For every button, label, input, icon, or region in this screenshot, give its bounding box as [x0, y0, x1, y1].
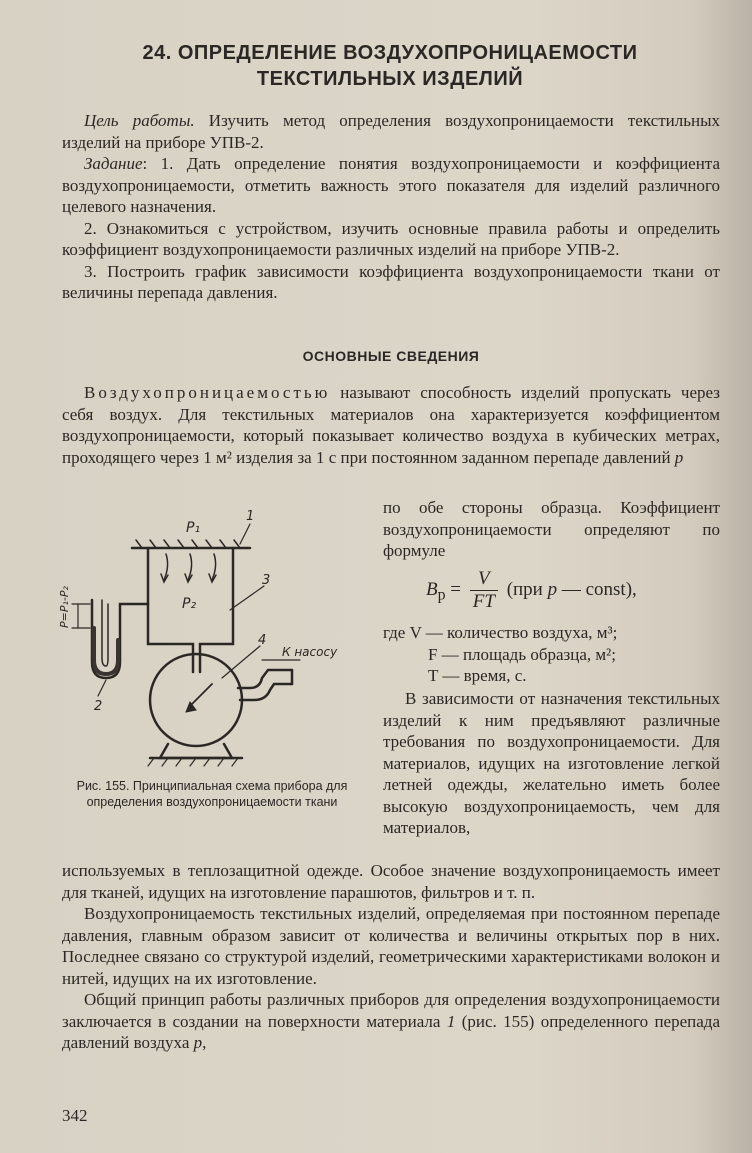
requirements-text: В зависимости от назначения текстильных изделий к ним предъявляют различные требования по воздухопроницаемости. Для материалов, идущих на изготовление легкой летней одежды, желательно иметь более высокую воздухопроницаемость, чем для материалов,: [383, 689, 720, 837]
task-paragraph-1: [62, 153, 720, 218]
chapter-title-line-1: 24. ОПРЕДЕЛЕНИЕ ВОЗДУХОПРОНИЦАЕМОСТИ: [142, 42, 638, 64]
task-paragraph-3: 3. Построить график зависимости коэффициента воздухопроницаемости ткани от величины перепада давления.: [62, 261, 720, 302]
formula-numerator: V: [470, 568, 498, 591]
principle-text: Общий принцип работы различных приборов для определения воздухопроницаемости заключается в создании на поверхности материала: [62, 990, 720, 1031]
label-2: 2: [94, 699, 103, 714]
intro-block: [62, 110, 720, 304]
chapter-title: [60, 40, 720, 92]
label-p1: P₁: [186, 520, 201, 536]
label-1: 1: [246, 509, 255, 524]
formula-lhs: B: [426, 578, 438, 600]
figure-caption: Рис. 155. Принципиальная схема прибора для определения воздухопроницаемости ткани: [76, 779, 348, 809]
label-pressure-difference: P=P₁-P₂: [58, 586, 71, 628]
label-4: 4: [258, 633, 267, 648]
goal-text: Изучить метод определения воздухопроницаемости текстильных изделий на приборе УПВ-2.: [62, 111, 721, 152]
chapter-title-line-2: ТЕКСТИЛЬНЫХ ИЗДЕЛИЙ: [256, 68, 524, 90]
formula-fraction: [470, 568, 498, 613]
formula-condition-end: — const),: [557, 578, 637, 600]
label-p2: P₂: [182, 596, 197, 612]
task-label: Задание: [84, 154, 143, 173]
definition-time: T — время, с.: [428, 666, 527, 685]
outlet-pipe: [238, 670, 292, 688]
term-air-permeability: Воздухопроницаемостью: [84, 383, 331, 402]
principle-ref: 1: [446, 1011, 456, 1031]
continuation-block: [62, 860, 720, 1054]
formula-condition-var: p: [547, 578, 558, 600]
label-pump: К насосу: [282, 645, 338, 659]
label-3: 3: [262, 573, 271, 588]
task-item-1: : 1. Дать определение понятия воздухопроницаемости и коэффициента воздухопроницаемости, отметить важность этого показателя для изделий различного целевого назначения.: [62, 154, 720, 216]
formula-denominator: FT: [472, 591, 495, 612]
goal-paragraph: [62, 110, 720, 153]
principle-text-2: (рис. 155) определенного перепада давлений воздуха: [62, 1011, 720, 1052]
principle-end: ,: [202, 1033, 207, 1052]
principle-var: p: [193, 1033, 203, 1052]
continuation-paragraph: используемых в теплозащитной одежде. Особое значение воздухопроницаемость имеет для тканей, идущих на изготовление парашютов, фильтров и т. п.: [62, 861, 720, 902]
definition-text: называют способность изделий пропускать через себя воздух. Для текстильных материалов она характеризуется коэффициентом воздухопроницаемости, который показывает количество воздуха в кубических метрах, проходящего через 1 м² изделия за 1 с при постоянном заданном перепаде давлений: [62, 383, 720, 467]
task-paragraph-2: 2. Ознакомиться с устройством, изучить основные правила работы и определить коэффициент воздухопроницаемости различных изделий на приборе УПВ-2.: [62, 218, 720, 259]
requirements-paragraph: [383, 688, 720, 839]
section-title: ОСНОВНЫЕ СВЕДЕНИЯ: [302, 348, 480, 364]
definition-area: F — площадь образца, м²;: [428, 644, 616, 664]
definition-volume: где V — количество воздуха, м³;: [383, 623, 618, 642]
principle-paragraph: [62, 989, 720, 1054]
formula-subscript: р: [437, 586, 446, 604]
pressure-variable: p: [674, 447, 684, 467]
definition-paragraph: [62, 382, 720, 468]
chamber-right-wall: [200, 548, 233, 672]
manometer-tube: [92, 600, 148, 678]
permeability-formula: [426, 568, 637, 613]
formula-equals: =: [445, 578, 466, 600]
page-number: 342: [62, 1106, 88, 1125]
formula-intro: по обе стороны образца. Коэффициент воздухопроницаемости определяют по формуле: [383, 498, 720, 560]
structure-paragraph: Воздухопроницаемость текстильных изделий, определяемая при постоянном перепаде давления, главным образом зависит от количества и величины открытых пор в них. Последнее связано со структурой изделий, геометрическими характеристиками волокон и нитей, идущих на их изготовление.: [62, 904, 720, 988]
formula-condition: (при: [501, 578, 548, 600]
apparatus-diagram: [50, 500, 370, 772]
formula-definitions: [383, 622, 720, 687]
goal-label: Цель работы.: [84, 111, 195, 130]
